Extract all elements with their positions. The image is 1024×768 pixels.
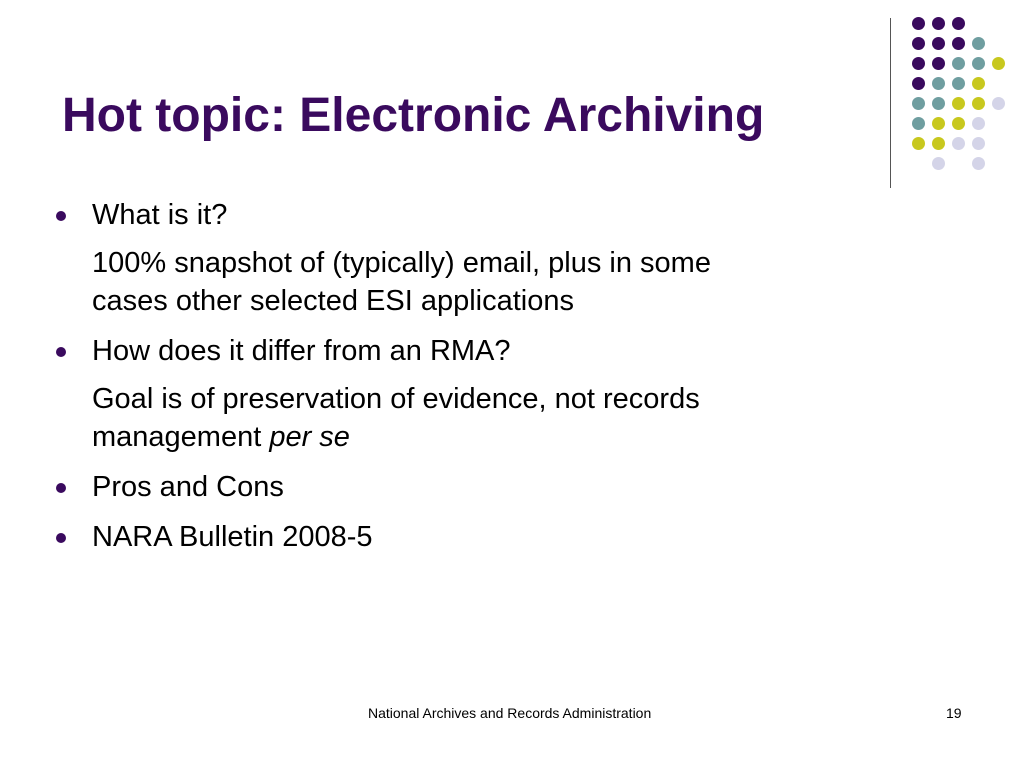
decorative-dot: [912, 77, 925, 90]
bullet-text: How does it differ from an RMA?: [92, 335, 511, 367]
decorative-dot: [912, 57, 925, 70]
footer-organization: National Archives and Records Administration: [368, 705, 652, 721]
decorative-dot: [932, 97, 945, 110]
decorative-dot: [932, 77, 945, 90]
subtext-line: 100% snapshot of (typically) email, plus in some: [92, 247, 711, 279]
subtext-italic: per se: [269, 421, 350, 453]
decorative-dot: [912, 117, 925, 130]
bullet-subtext: [92, 380, 936, 456]
decorative-dot: [912, 137, 925, 150]
decorative-dot: [932, 37, 945, 50]
decorative-dot: [952, 77, 965, 90]
subtext-line: cases other selected ESI applications: [92, 285, 574, 317]
decorative-dot: [932, 137, 945, 150]
decorative-dot: [972, 137, 985, 150]
bullet-text: What is it?: [92, 199, 228, 231]
decorative-dot: [912, 37, 925, 50]
bullet-item: [56, 468, 936, 506]
decorative-dot: [972, 37, 985, 50]
decorative-dot: [952, 37, 965, 50]
slide-content: [56, 196, 936, 556]
decorative-dot: [952, 137, 965, 150]
decorative-dot: [932, 17, 945, 30]
decorative-dot: [912, 17, 925, 30]
decorative-dot: [952, 117, 965, 130]
decorative-dot: [972, 157, 985, 170]
decorative-dot: [972, 97, 985, 110]
bullet-item: [56, 196, 936, 234]
decorative-dot: [952, 57, 965, 70]
bullet-subtext: [92, 244, 936, 320]
title-divider-line: [890, 18, 891, 188]
decorative-dot: [932, 57, 945, 70]
bullet-text: NARA Bulletin 2008-5: [92, 521, 373, 553]
decorative-dot: [952, 17, 965, 30]
subtext-line: [92, 418, 936, 456]
bullet-item: [56, 332, 936, 370]
decorative-dot: [972, 57, 985, 70]
bullet-dot-icon: [56, 347, 66, 357]
decorative-dot: [912, 97, 925, 110]
bullet-dot-icon: [56, 483, 66, 493]
decorative-dot: [952, 97, 965, 110]
decorative-dot: [932, 117, 945, 130]
bullet-dot-icon: [56, 533, 66, 543]
subtext-line: Goal is of preservation of evidence, not records: [92, 383, 700, 415]
decorative-dot: [932, 157, 945, 170]
decorative-dot: [972, 77, 985, 90]
footer-page-number: 19: [946, 705, 962, 721]
bullet-text: Pros and Cons: [92, 471, 284, 503]
bullet-dot-icon: [56, 211, 66, 221]
subtext-plain: management: [92, 421, 270, 453]
decorative-dot: [972, 117, 985, 130]
decorative-dot: [992, 97, 1005, 110]
bullet-item: [56, 518, 936, 556]
slide-title: Hot topic: Electronic Archiving: [62, 89, 765, 142]
decorative-dot: [992, 57, 1005, 70]
